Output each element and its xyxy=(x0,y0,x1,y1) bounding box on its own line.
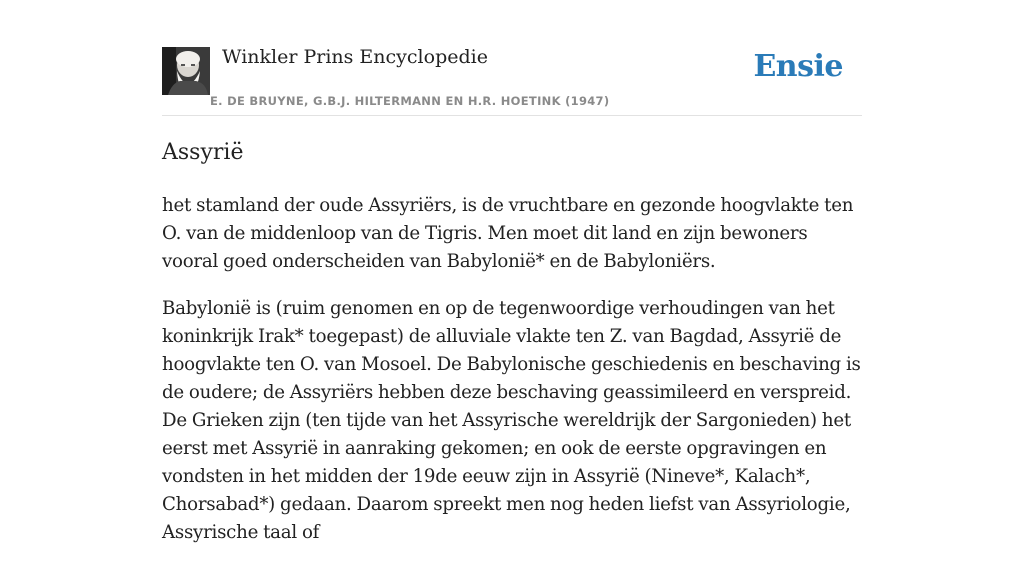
ensie-logo[interactable]: Ensie xyxy=(753,49,843,84)
paragraph: het stamland der oude Assyriërs, is de vruchtbare en gezonde hoogvlakte ten O. van de middenloop van de Tigris. Men moet dit land en zijn bewoners vooral goed onderscheiden van Babylonië* en de Babyloniërs. xyxy=(162,195,854,272)
site-title[interactable]: Winkler Prins Encyclopedie xyxy=(222,46,488,68)
paragraph: Babylonië is (ruim genomen en op de tegenwoordige verhoudingen van het koninkrijk Irak* toegepast) de alluviale vlakte ten Z. van Bagdad, Assyrië de hoogvlakte ten O. van Mosoel. De Babylonische geschiedenis en beschaving is de oudere; de Assyriërs hebben deze beschaving geassimileerd en verspreid. De Grieken zijn (ten tijde van het Assyrische wereldrijk der Sargonieden) het eerst met Assyrië in aanraking gekomen; en ook de eerste opgravingen en vondsten in het midden der 19de eeuw zijn in Assyrië (Nineve*, Kalach*, Chorsabad*) gedaan. Daarom spreekt men nog heden liefst van Assyriologie, Assyrische taal of xyxy=(162,298,861,543)
entry-title: Assyrië xyxy=(162,140,244,165)
authors-byline: E. DE BRUYNE, G.B.J. HILTERMANN EN H.R. HOETINK (1947) xyxy=(210,94,610,108)
page xyxy=(162,0,862,543)
author-portrait-icon xyxy=(162,47,210,95)
entry-body xyxy=(162,192,862,566)
header xyxy=(162,0,862,116)
